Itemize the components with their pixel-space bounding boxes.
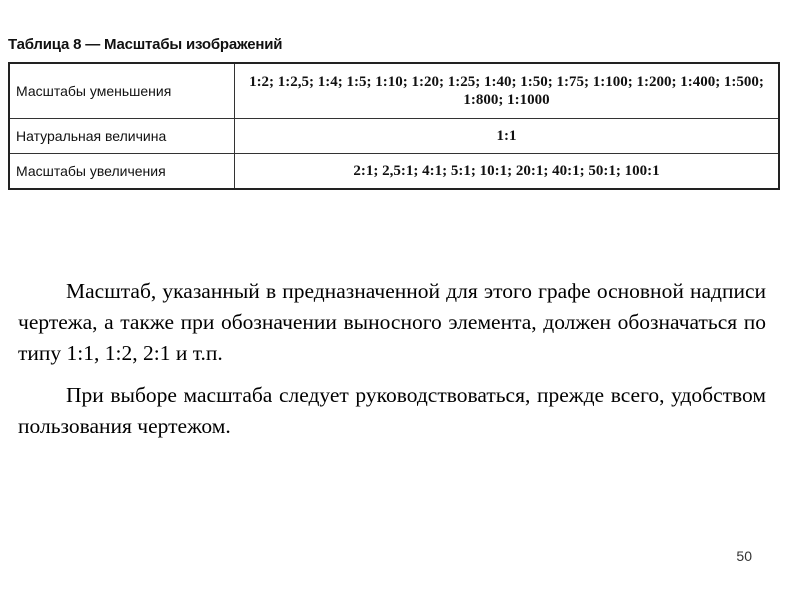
body-text bbox=[18, 276, 766, 442]
row-label-enlargement: Масштабы увеличения bbox=[9, 154, 235, 190]
table-row-reduction bbox=[9, 63, 779, 119]
scales-table bbox=[8, 62, 780, 190]
row-label-natural: Натуральная величина bbox=[9, 119, 235, 154]
row-label-reduction: Масштабы уменьшения bbox=[9, 63, 235, 119]
table-title: Таблица 8 — Масштабы изображений bbox=[8, 36, 283, 53]
table-row-enlargement bbox=[9, 154, 779, 190]
row-value-enlargement: 2:1; 2,5:1; 4:1; 5:1; 10:1; 20:1; 40:1; 50:1; 100:1 bbox=[235, 154, 780, 190]
page-number: 50 bbox=[736, 548, 752, 564]
row-value-reduction: 1:2; 1:2,5; 1:4; 1:5; 1:10; 1:20; 1:25; 1:40; 1:50; 1:75; 1:100; 1:200; 1:400; 1:500; 1:800; 1:1000 bbox=[235, 63, 780, 119]
row-value-natural: 1:1 bbox=[235, 119, 780, 154]
table-row-natural bbox=[9, 119, 779, 154]
paragraph-scale-notation: Масштаб, указанный в предназначенной для этого графе основной надписи чертежа, а также при обозначении выносного элемента, должен обозначаться по типу 1:1, 1:2, 2:1 и т.п. bbox=[18, 279, 766, 365]
paragraph-scale-choice: При выборе масштаба следует руководствоваться, прежде всего, удобством пользования чертежом. bbox=[18, 383, 766, 438]
